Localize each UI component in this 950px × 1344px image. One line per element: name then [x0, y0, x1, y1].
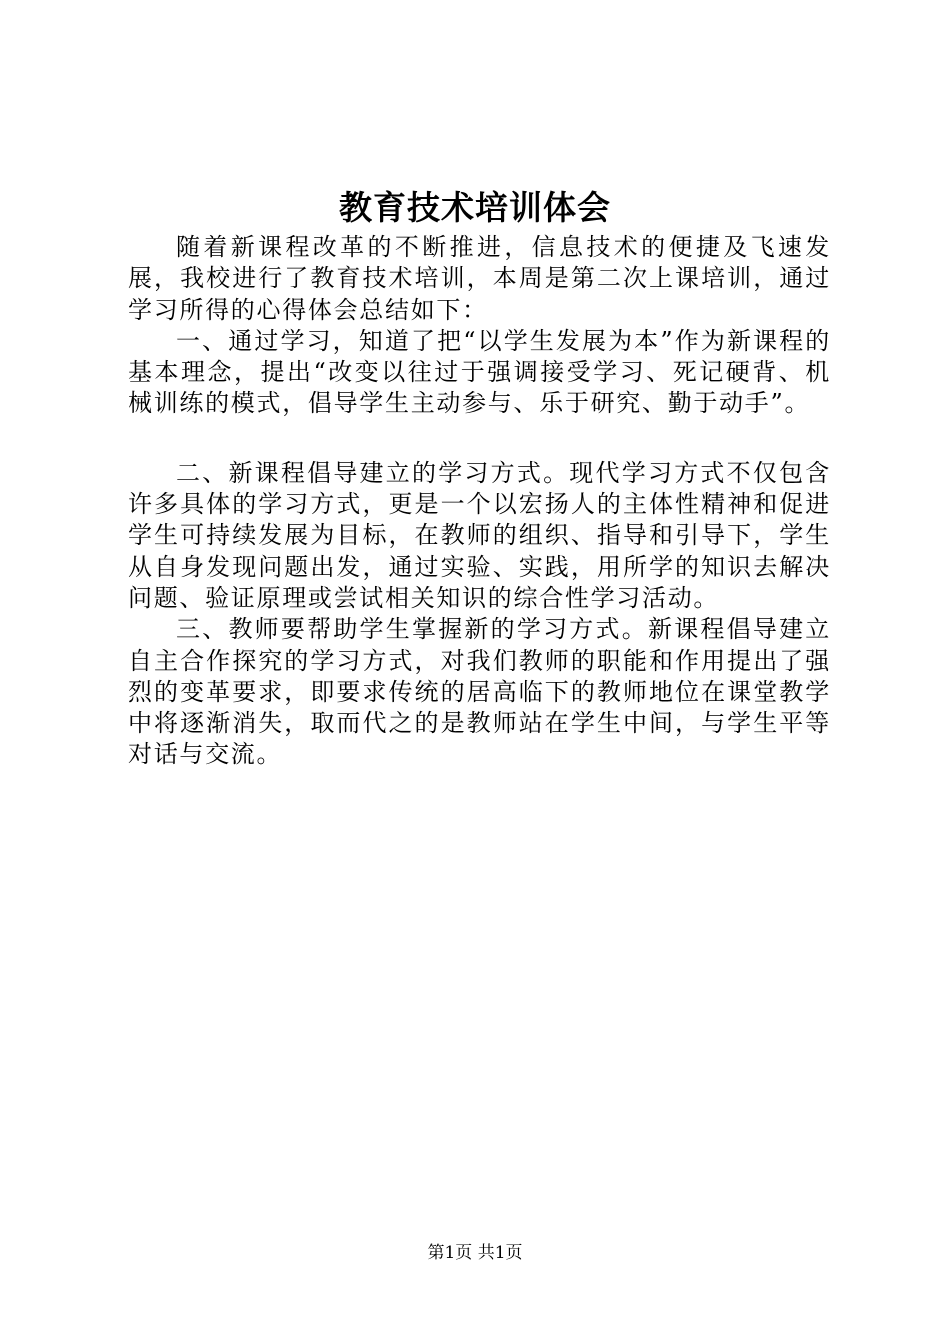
document-body	[128, 232, 831, 771]
paragraph-point-three: 三、教师要帮助学生掌握新的学习方式。新课程倡导建立自主合作探究的学习方式，对我们教师的职能和作用提出了强烈的变革要求，即要求传统的居高临下的教师地位在课堂教学中将逐渐消失，取而代之的是教师站在学生中间，与学生平等对话与交流。	[128, 615, 831, 769]
document-title: 教育技术培训体会	[339, 188, 611, 227]
paragraph-intro: 随着新课程改革的不断推进，信息技术的便捷及飞速发展，我校进行了教育技术培训，本周是第二次上课培训，通过学习所得的心得体会总结如下：	[128, 233, 831, 324]
page-number-footer: 第1页 共1页	[427, 1243, 523, 1263]
paragraph-point-one: 一、通过学习，知道了把“以学生发展为本”作为新课程的基本理念，提出“改变以往过于强调接受学习、死记硬背、机械训练的模式，倡导学生主动参与、乐于研究、勤于动手”。	[128, 326, 831, 418]
paragraph-spacer	[128, 420, 831, 458]
paragraph-point-two: 二、新课程倡导建立的学习方式。现代学习方式不仅包含许多具体的学习方式，更是一个以宏扬人的主体性精神和促进学生可持续发展为目标，在教师的组织、指导和引导下，学生从自身发现问题出发，通过实验、实践，用所学的知识去解决问题、验证原理或尝试相关知识的综合性学习活动。	[128, 458, 831, 612]
